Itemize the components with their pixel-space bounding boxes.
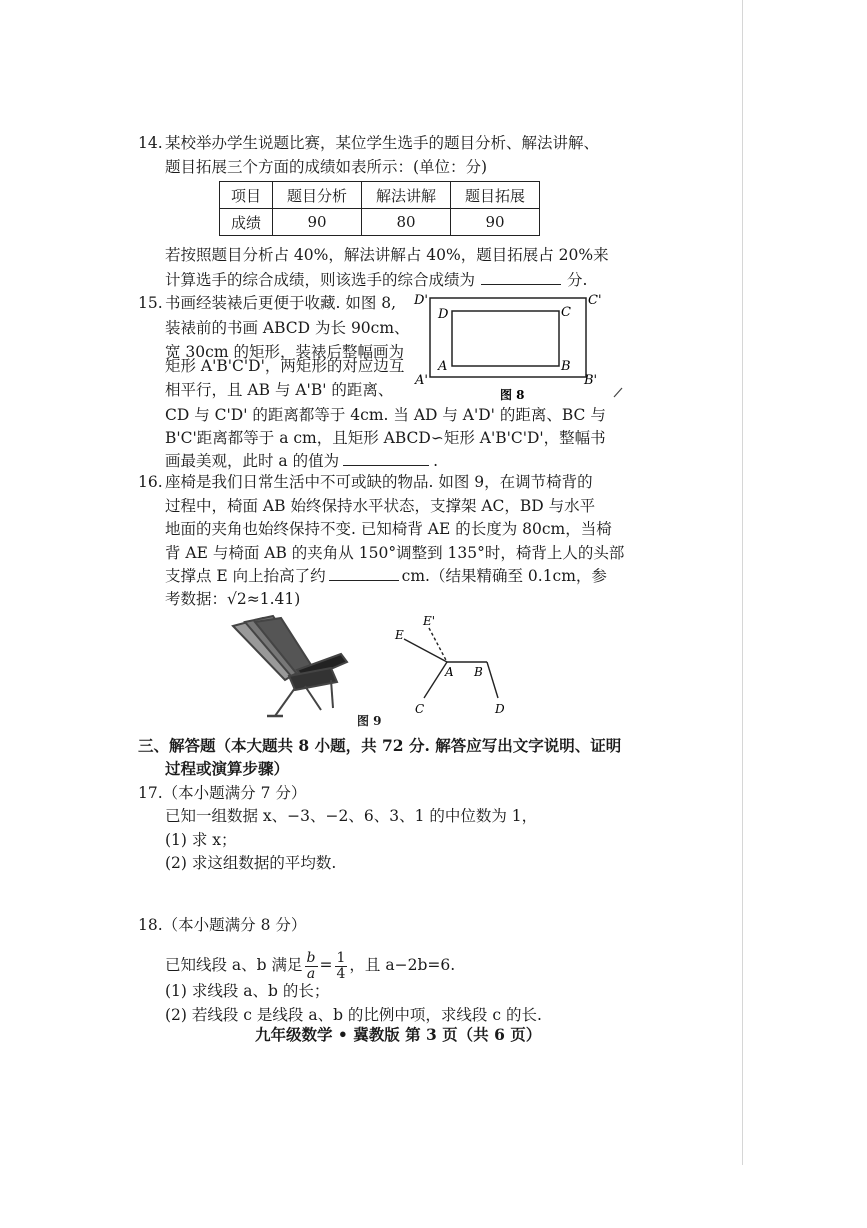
question-text: 计算选手的综合成绩，则该选手的综合成绩为 [165, 271, 476, 289]
question-text-with-fraction [165, 948, 455, 982]
question-number: 16. [138, 473, 163, 491]
question-number: 15. [138, 294, 163, 312]
label-d: D [438, 307, 449, 322]
question-text: 矩形 A'B'C'D'，两矩形的对应边互 [165, 357, 405, 375]
label-b-prime: B' [584, 373, 598, 388]
question-title: 18.（本小题满分 8 分） [138, 916, 307, 934]
answer-blank[interactable] [343, 451, 429, 466]
fraction-one-fourth [335, 951, 348, 982]
label-c-prime: C' [588, 293, 602, 308]
label-e-prime: E' [423, 614, 436, 628]
table-header-cell: 题目分析 [273, 182, 362, 209]
table-header-cell: 项目 [220, 182, 273, 209]
question-text: 支撑点 E 向上抬高了约 [165, 567, 326, 585]
question-part: (2) 若线段 c 是线段 a、b 的比例中项，求线段 c 的长. [165, 1006, 542, 1024]
question-text: 画最美观，此时 a 的值为 [165, 452, 340, 470]
table-header-row [220, 182, 540, 209]
table-cell: 成绩 [220, 209, 273, 236]
question-text: 分. [567, 271, 588, 289]
stray-pen-mark [612, 385, 624, 399]
question-text: B'C'距离都等于 a cm，且矩形 ABCD∽矩形 A'B'C'D'，整幅书 [165, 429, 606, 447]
question-text: 某校举办学生说题比赛，某位学生选手的题目分析、解法讲解、 [165, 134, 600, 152]
table-row [220, 209, 540, 236]
score-table [219, 181, 540, 236]
question-text: 已知线段 a、b 满足 [165, 956, 303, 974]
question-text: 书画经装裱后更便于收藏. 如图 8, [165, 294, 397, 312]
fraction-numerator: 1 [336, 949, 346, 966]
equals-sign: = [319, 956, 333, 974]
back-leg [331, 680, 333, 708]
label-b: B [561, 359, 571, 374]
question-text: 宽 30cm 的矩形，装裱后整幅画为 [165, 343, 404, 361]
question-text: 背 AE 与椅面 AB 的夹角从 150°调整到 135°时，椅背上人的头部 [165, 544, 625, 562]
label-a-prime: A' [415, 373, 428, 388]
figure-9-diagram [390, 612, 512, 716]
figure-caption: 图 8 [500, 388, 525, 402]
table-cell: 80 [362, 209, 451, 236]
fraction-denominator: 4 [336, 965, 346, 982]
answer-blank[interactable] [481, 270, 561, 285]
question-part: (2) 求这组数据的平均数. [165, 854, 337, 872]
question-text: 过程中，椅面 AB 始终保持水平状态，支撑架 AC，BD 与水平 [165, 497, 596, 515]
segment-bd [487, 662, 498, 698]
page-fold-line [742, 0, 743, 1165]
figure-8-rectangles [412, 288, 608, 406]
question-text: cm.（结果精确至 0.1cm，参 [401, 567, 607, 585]
inner-rectangle [452, 311, 559, 366]
question-text: 若按照题目分析占 40%，解法讲解占 40%，题目拓展占 20%来 [165, 246, 609, 264]
label-e: E [395, 628, 404, 642]
question-text-with-blank [165, 566, 607, 586]
front-leg [275, 688, 295, 716]
label-c: C [561, 305, 571, 320]
fraction-b-over-a [305, 951, 318, 982]
section-title: 过程或演算步骤） [165, 759, 290, 778]
label-a: A [438, 359, 448, 374]
table-cell: 90 [451, 209, 540, 236]
label-c: C [415, 702, 425, 716]
question-text: 地面的夹角也始终保持不变. 已知椅背 AE 的长度为 80cm，当椅 [165, 520, 612, 538]
label-d-prime: D' [414, 293, 428, 308]
question-number: 14. [138, 134, 163, 152]
fraction-numerator: b [306, 949, 316, 966]
question-text: . [433, 452, 439, 470]
page-footer: 九年级数学 • 冀教版 第 3 页（共 6 页） [255, 1025, 542, 1044]
section-title: 三、解答题（本大题共 8 小题，共 72 分. 解答应写出文字说明、证明 [138, 736, 622, 755]
table-cell: 90 [273, 209, 362, 236]
segment-ae [404, 639, 447, 662]
answer-blank[interactable] [329, 566, 399, 581]
question-text: 装裱前的书画 ABCD 为长 90cm、 [165, 319, 410, 337]
label-a: A [445, 665, 454, 679]
question-text: 题目拓展三个方面的成绩如表所示：(单位：分) [165, 158, 488, 176]
segment-ac [424, 662, 447, 698]
question-text: CD 与 C'D' 的距离都等于 4cm. 当 AD 与 A'D' 的距离、BC 与 [165, 406, 606, 424]
question-text: 已知一组数据 x、−3、−2、6、3、1 的中位数为 1， [165, 807, 538, 825]
question-text-with-blank [165, 270, 587, 290]
fraction-denominator: a [306, 965, 316, 982]
question-text: 相平行，且 AB 与 A'B' 的距离、 [165, 381, 394, 399]
reclining-chair-picture [225, 612, 357, 720]
cross-leg [305, 686, 321, 710]
figure-caption: 图 9 [357, 714, 382, 728]
table-header-cell: 题目拓展 [451, 182, 540, 209]
table-header-cell: 解法讲解 [362, 182, 451, 209]
question-text: 考数据：√2≈1.41) [165, 590, 301, 608]
label-b: B [474, 665, 483, 679]
question-part: (1) 求线段 a、b 的长； [165, 982, 330, 1000]
question-text: ，且 a−2b=6. [349, 956, 456, 974]
question-title: 17.（本小题满分 7 分） [138, 784, 307, 802]
label-d: D [495, 702, 505, 716]
question-part: (1) 求 x； [165, 831, 237, 849]
question-text: 座椅是我们日常生活中不可或缺的物品. 如图 9，在调节椅背的 [165, 473, 593, 491]
question-text-with-blank [165, 451, 438, 471]
